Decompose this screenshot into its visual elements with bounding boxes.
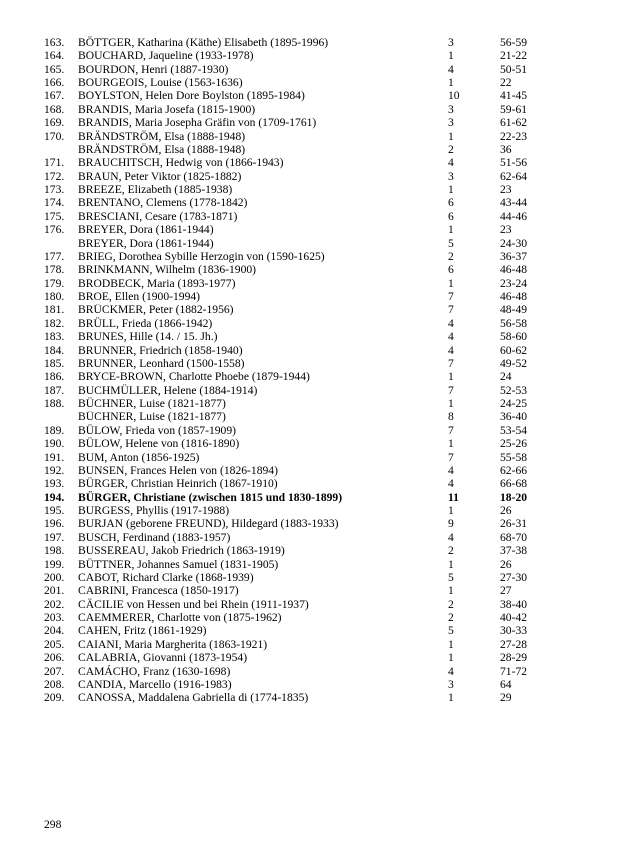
entry-pages: 68-70: [500, 530, 528, 544]
entry-name: CAIANI, Maria Margherita (1863-1921): [78, 637, 268, 651]
entry-number: 190.: [44, 437, 65, 451]
entry-name: BRIEG, Dorothea Sybille Herzogin von (1590-1625): [78, 250, 325, 263]
entry-number: 179.: [44, 276, 65, 290]
name-index-table: [44, 36, 574, 705]
entry-count: 7: [448, 383, 454, 397]
entry-count: 7: [448, 290, 454, 304]
table-row: [44, 357, 574, 370]
entry-number: 164.: [44, 49, 65, 63]
entry-count: 1: [448, 370, 454, 384]
table-row: [44, 571, 574, 584]
entry-name: BÜRGER, Christian Heinrich (1867-1910): [78, 477, 278, 491]
entry-number: [44, 411, 78, 424]
table-row: [44, 370, 574, 383]
entry-name: BRÜLL, Frieda (1866-1942): [78, 316, 213, 330]
entry-name: BUCHMÜLLER, Helene (1884-1914): [78, 383, 258, 397]
entry-name: BRÜCKMER, Peter (1882-1956): [78, 303, 234, 317]
entry-count: 3: [448, 116, 454, 130]
entry-count: 4: [448, 330, 454, 344]
entry-number: 180.: [44, 290, 65, 304]
entry-count: 1: [448, 76, 454, 90]
entry-count: 4: [448, 477, 454, 491]
entry-pages: 18-20: [500, 490, 528, 504]
entry-name: BRENTANO, Clemens (1778-1842): [78, 196, 248, 210]
entry-name: CABOT, Richard Clarke (1868-1939): [78, 571, 254, 584]
entry-count: 1: [448, 183, 454, 197]
entry-number: 206.: [44, 651, 65, 665]
entry-number: 195.: [44, 504, 65, 518]
entry-number: 181.: [44, 303, 65, 317]
entry-number: 169.: [44, 116, 65, 130]
entry-number: 183.: [44, 330, 65, 344]
entry-count: 4: [448, 530, 454, 544]
entry-number: 165.: [44, 62, 65, 76]
entry-name: BÜTTNER, Johannes Samuel (1831-1905): [78, 557, 279, 571]
entry-count: 1: [448, 49, 454, 63]
entry-name: BREYER, Dora (1861-1944): [78, 236, 214, 250]
entry-number: 167.: [44, 89, 65, 103]
entry-pages: 23: [500, 223, 512, 237]
entry-name: BÜRGER, Christiane (zwischen 1815 und 1830-1899): [78, 490, 343, 504]
entry-count: 7: [448, 423, 454, 437]
table-row: [44, 651, 574, 664]
entry-pages: 60-62: [500, 343, 528, 357]
entry-name: CAMÁCHO, Franz (1630-1698): [78, 664, 231, 678]
entry-count: 2: [448, 250, 454, 263]
entry-name: BUNSEN, Frances Helen von (1826-1894): [78, 464, 278, 477]
table-row: [44, 611, 574, 624]
entry-number: 192.: [44, 464, 65, 477]
entry-name: CÄCILIE von Hessen und bei Rhein (1911-1937): [78, 597, 309, 611]
entry-pages: 26-31: [500, 517, 528, 531]
entry-count: 2: [448, 597, 454, 611]
table-row: [44, 237, 574, 250]
entry-number: 178.: [44, 263, 65, 277]
entry-pages: 46-48: [500, 290, 528, 304]
table-row: [44, 210, 574, 223]
table-row: [44, 451, 574, 464]
entry-name: BRAUN, Peter Viktor (1825-1882): [78, 169, 242, 183]
entry-name: CABRINI, Francesca (1850-1917): [78, 584, 239, 598]
entry-pages: 36-37: [500, 250, 528, 263]
table-row: [44, 544, 574, 557]
entry-name: CAHEN, Fritz (1861-1929): [78, 624, 207, 638]
entry-count: 2: [448, 143, 454, 156]
entry-pages: 25-26: [500, 437, 528, 451]
entry-name: BRYCE-BROWN, Charlotte Phoebe (1879-1944): [78, 370, 310, 384]
table-row: [44, 197, 574, 210]
entry-count: 2: [448, 544, 454, 558]
entry-pages: 27: [500, 584, 512, 598]
entry-name: BURGESS, Phyllis (1917-1988): [78, 504, 230, 518]
entry-count: 3: [448, 169, 454, 183]
entry-count: 5: [448, 236, 454, 250]
entry-count: 11: [448, 490, 459, 504]
entry-count: 1: [448, 584, 454, 598]
entry-count: 1: [448, 129, 454, 143]
entry-pages: 55-58: [500, 450, 528, 464]
entry-pages: 66-68: [500, 477, 528, 491]
entry-count: 1: [448, 437, 454, 451]
entry-pages: 51-56: [500, 156, 528, 170]
entry-number: 173.: [44, 183, 65, 197]
table-row: [44, 263, 574, 276]
entry-pages: 24: [500, 370, 512, 384]
entry-name: BROE, Ellen (1900-1994): [78, 290, 201, 304]
entry-name: BREYER, Dora (1861-1944): [78, 223, 214, 237]
entry-name: BURJAN (geborene FREUND), Hildegard (1883-1933): [78, 517, 339, 531]
table-row: [44, 143, 574, 156]
entry-name: BRAUCHITSCH, Hedwig von (1866-1943): [78, 156, 284, 170]
entry-count: 3: [448, 678, 454, 691]
entry-pages: 64: [500, 678, 512, 691]
entry-pages: 56-59: [500, 36, 528, 49]
table-row: [44, 344, 574, 357]
table-row: [44, 290, 574, 303]
entry-name: BUSSEREAU, Jakob Friedrich (1863-1919): [78, 544, 285, 558]
entry-pages: 37-38: [500, 544, 528, 558]
entry-number: 188.: [44, 397, 65, 411]
entry-pages: 24-30: [500, 236, 528, 250]
entry-name: BREEZE, Elizabeth (1885-1938): [78, 183, 233, 197]
entry-number: 182.: [44, 316, 65, 330]
entry-pages: 52-53: [500, 383, 528, 397]
entry-name: CAEMMERER, Charlotte von (1875-1962): [78, 611, 282, 625]
table-row: [44, 638, 574, 651]
table-row: [44, 36, 574, 49]
entry-number: 168.: [44, 102, 65, 116]
entry-count: 1: [448, 223, 454, 237]
entry-pages: 71-72: [500, 664, 528, 678]
entry-pages: 27-30: [500, 571, 528, 584]
entry-count: 8: [448, 410, 454, 424]
entry-name: BÜLOW, Frieda von (1857-1909): [78, 423, 236, 437]
table-row: [44, 250, 574, 263]
entry-count: 1: [448, 557, 454, 571]
entry-number: 207.: [44, 664, 65, 678]
entry-number: 200.: [44, 571, 65, 584]
entry-pages: 22: [500, 76, 512, 90]
entry-name: BOURDON, Henri (1887-1930): [78, 62, 229, 76]
entry-number: 172.: [44, 169, 65, 183]
entry-number: [44, 237, 78, 250]
entry-count: 1: [448, 504, 454, 518]
table-row: [44, 277, 574, 290]
table-row: [44, 424, 574, 437]
table-row: [44, 665, 574, 678]
entry-name: BRUNES, Hille (14. / 15. Jh.): [78, 330, 218, 344]
entry-name: BRUNNER, Leonhard (1500-1558): [78, 357, 245, 370]
entry-count: 7: [448, 357, 454, 370]
entry-pages: 40-42: [500, 611, 528, 625]
entry-pages: 24-25: [500, 397, 528, 411]
entry-count: 4: [448, 316, 454, 330]
entry-pages: 28-29: [500, 651, 528, 665]
entry-number: 205.: [44, 637, 65, 651]
entry-number: 171.: [44, 156, 65, 170]
table-row: [44, 558, 574, 571]
entry-pages: 41-45: [500, 89, 528, 103]
entry-number: 196.: [44, 517, 65, 531]
table-row: [44, 518, 574, 531]
entry-pages: 49-52: [500, 357, 528, 370]
entry-pages: 50-51: [500, 62, 528, 76]
entry-count: 1: [448, 637, 454, 651]
entry-number: 199.: [44, 557, 65, 571]
entry-number: 204.: [44, 624, 65, 638]
table-row: [44, 464, 574, 477]
entry-name: BUSCH, Ferdinand (1883-1957): [78, 530, 231, 544]
entry-number: [44, 143, 78, 156]
table-row: [44, 330, 574, 343]
table-row: [44, 156, 574, 169]
entry-count: 1: [448, 397, 454, 411]
table-row: [44, 384, 574, 397]
entry-pages: 23-24: [500, 276, 528, 290]
entry-count: 5: [448, 624, 454, 638]
entry-pages: 61-62: [500, 116, 528, 130]
entry-pages: 56-58: [500, 316, 528, 330]
entry-number: 209.: [44, 691, 65, 705]
entry-pages: 21-22: [500, 49, 528, 63]
table-row: [44, 76, 574, 89]
entry-number: 176.: [44, 223, 65, 237]
entry-number: 197.: [44, 530, 65, 544]
entry-name: BRÄNDSTRÖM, Elsa (1888-1948): [78, 143, 246, 156]
entry-number: 166.: [44, 76, 65, 90]
table-row: [44, 317, 574, 330]
entry-count: 2: [448, 611, 454, 625]
entry-name: BRÄNDSTRÖM, Elsa (1888-1948): [78, 129, 246, 143]
entry-pages: 23: [500, 183, 512, 197]
entry-pages: 29: [500, 691, 512, 705]
table-row: [44, 531, 574, 544]
entry-name: BÜCHNER, Luise (1821-1877): [78, 397, 226, 411]
entry-count: 6: [448, 196, 454, 210]
entry-pages: 36-40: [500, 410, 528, 424]
entry-pages: 44-46: [500, 209, 528, 223]
table-row: [44, 625, 574, 638]
entry-count: 4: [448, 343, 454, 357]
entry-pages: 48-49: [500, 303, 528, 317]
entry-name: BÜLOW, Helene von (1816-1890): [78, 437, 240, 451]
entry-count: 5: [448, 571, 454, 584]
table-row: [44, 103, 574, 116]
entry-pages: 62-64: [500, 169, 528, 183]
table-row: [44, 63, 574, 76]
entry-number: 198.: [44, 544, 65, 558]
entry-count: 4: [448, 464, 454, 477]
entry-count: 1: [448, 651, 454, 665]
entry-pages: 43-44: [500, 196, 528, 210]
entry-count: 10: [448, 89, 460, 103]
table-row: [44, 170, 574, 183]
entry-name: BÜCHNER, Luise (1821-1877): [78, 410, 226, 424]
entry-number: 185.: [44, 357, 65, 370]
entry-name: CALABRIA, Giovanni (1873-1954): [78, 651, 248, 665]
table-row: [44, 116, 574, 129]
entry-pages: 26: [500, 557, 512, 571]
entry-name: CANOSSA, Maddalena Gabriella di (1774-1835): [78, 691, 309, 705]
entry-count: 7: [448, 450, 454, 464]
table-row: [44, 130, 574, 143]
entry-pages: 59-61: [500, 102, 528, 116]
entry-pages: 26: [500, 504, 512, 518]
entry-number: 203.: [44, 611, 65, 625]
entry-count: 1: [448, 691, 454, 705]
entry-name: BOUCHARD, Jaqueline (1933-1978): [78, 49, 254, 63]
entry-pages: 22-23: [500, 129, 528, 143]
entry-name: BRESCIANI, Cesare (1783-1871): [78, 209, 238, 223]
entry-name: BUM, Anton (1856-1925): [78, 450, 200, 464]
entry-count: 3: [448, 36, 454, 49]
entry-count: 1: [448, 276, 454, 290]
table-row: [44, 304, 574, 317]
table-row: [44, 397, 574, 410]
table-row: [44, 437, 574, 450]
entry-number: 201.: [44, 584, 65, 598]
page-number: 298: [44, 818, 62, 831]
entry-name: BRUNNER, Friedrich (1858-1940): [78, 343, 243, 357]
entry-number: 170.: [44, 129, 65, 143]
entry-number: 202.: [44, 597, 65, 611]
entry-pages: 58-60: [500, 330, 528, 344]
entry-name: BRINKMANN, Wilhelm (1836-1900): [78, 263, 257, 277]
entry-name: BOURGEOIS, Louise (1563-1636): [78, 76, 243, 90]
entry-number: 194.: [44, 490, 65, 504]
entry-pages: 36: [500, 143, 512, 156]
table-row: [44, 491, 574, 504]
entry-pages: 53-54: [500, 423, 528, 437]
entry-number: 208.: [44, 678, 65, 691]
entry-number: 163.: [44, 36, 65, 49]
entry-pages: 38-40: [500, 597, 528, 611]
entry-pages: 27-28: [500, 637, 528, 651]
table-row: [44, 691, 574, 704]
entry-name: BÖTTGER, Katharina (Käthe) Elisabeth (1895-1996): [78, 36, 329, 49]
index-rows: [44, 36, 574, 705]
table-row: [44, 477, 574, 490]
entry-number: 191.: [44, 450, 65, 464]
table-row: [44, 584, 574, 597]
entry-count: 3: [448, 102, 454, 116]
entry-count: 7: [448, 303, 454, 317]
entry-count: 4: [448, 156, 454, 170]
entry-number: 184.: [44, 343, 65, 357]
entry-name: BRANDIS, Maria Josepha Gräfin von (1709-1761): [78, 116, 317, 130]
entry-name: CANDIA, Marcello (1916-1983): [78, 678, 232, 691]
table-row: [44, 598, 574, 611]
entry-count: 9: [448, 517, 454, 531]
entry-number: 175.: [44, 209, 65, 223]
entry-count: 4: [448, 664, 454, 678]
table-row: [44, 678, 574, 691]
entry-pages: 30-33: [500, 624, 528, 638]
table-row: [44, 90, 574, 103]
table-row: [44, 223, 574, 236]
entry-count: 6: [448, 209, 454, 223]
table-row: [44, 49, 574, 62]
entry-name: BRODBECK, Maria (1893-1977): [78, 276, 236, 290]
table-row: [44, 504, 574, 517]
entry-name: BOYLSTON, Helen Dore Boylston (1895-1984): [78, 89, 305, 103]
table-row: [44, 411, 574, 424]
entry-number: 187.: [44, 383, 65, 397]
entry-number: 189.: [44, 423, 65, 437]
entry-number: 174.: [44, 196, 65, 210]
table-row: [44, 183, 574, 196]
entry-name: BRANDIS, Maria Josefa (1815-1900): [78, 102, 256, 116]
entry-number: 193.: [44, 477, 65, 491]
entry-number: 186.: [44, 370, 65, 384]
entry-count: 6: [448, 263, 454, 277]
entry-pages: 46-48: [500, 263, 528, 277]
entry-number: 177.: [44, 250, 65, 263]
entry-pages: 62-66: [500, 464, 528, 477]
entry-count: 4: [448, 62, 454, 76]
